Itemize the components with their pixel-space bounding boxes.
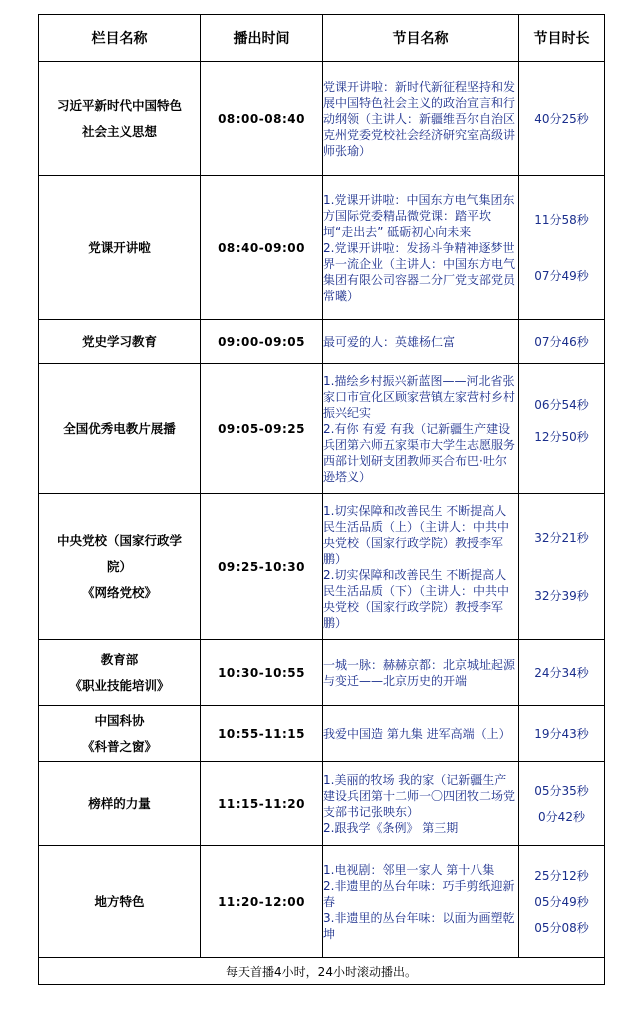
header-duration: 节目时长 <box>519 15 605 62</box>
program-entry: 3.非遗里的丛台年味：以面为画塑乾坤 <box>323 910 515 941</box>
table-row <box>39 762 605 846</box>
column-name: 地方特色 <box>94 893 145 909</box>
column-name: 院） <box>106 558 132 574</box>
airtime: 09:00-09:05 <box>201 320 323 364</box>
duration: 11分58秒 <box>534 212 589 227</box>
program-entry: 2.有你 有爱 有我（记新疆生产建设兵团第六师五家渠市大学生志愿服务西部计划研支团教师买合布巴·吐尔逊塔义） <box>323 421 516 484</box>
program-cell <box>323 320 519 364</box>
duration-cell <box>519 176 605 320</box>
duration: 24分34秒 <box>534 665 589 680</box>
duration: 40分25秒 <box>534 111 589 126</box>
column-name-cell <box>39 640 201 706</box>
duration: 05分49秒 <box>534 894 589 909</box>
column-name-cell <box>39 320 201 364</box>
column-name: 党史学习教育 <box>81 333 157 349</box>
column-name-cell <box>39 62 201 176</box>
program-entry: 2.非遗里的丛台年味：巧手剪纸迎新春 <box>323 878 515 909</box>
program-entry: 我爱中国造 第九集 进军高端（上） <box>323 726 511 741</box>
table-row <box>39 494 605 640</box>
table-row <box>39 706 605 762</box>
header-row <box>39 15 605 62</box>
column-name: 中国科协 <box>94 712 145 728</box>
column-name: 《网络党校》 <box>81 584 157 600</box>
table-row <box>39 62 605 176</box>
table-row <box>39 640 605 706</box>
program-entry: 1.切实保障和改善民生 不断提高人民生活品质（上）（主讲人：中共中央党校（国家行政学院）教授李军鹏） <box>323 503 510 566</box>
column-name: 全国优秀电教片展播 <box>63 420 176 436</box>
program-cell <box>323 846 519 958</box>
column-name: 社会主义思想 <box>81 123 157 139</box>
duration: 05分08秒 <box>534 920 589 935</box>
column-name-cell <box>39 364 201 494</box>
program-entry: 最可爱的人：英雄杨仁富 <box>323 334 456 349</box>
column-name: 榜样的力量 <box>88 795 151 811</box>
duration-cell <box>519 640 605 706</box>
program-entry: 2.切实保障和改善民生 不断提高人民生活品质（下）（主讲人：中共中央党校（国家行政学院）教授李军鹏） <box>323 567 510 630</box>
duration: 05分35秒 <box>534 783 589 798</box>
column-name: 习近平新时代中国特色 <box>56 97 182 113</box>
schedule-table <box>38 14 605 985</box>
airtime: 10:30-10:55 <box>201 640 323 706</box>
program-entry: 一城一脉：赫赫京都：北京城址起源与变迁——北京历史的开端 <box>323 657 516 688</box>
airtime: 09:05-09:25 <box>201 364 323 494</box>
duration-cell <box>519 706 605 762</box>
column-name-cell <box>39 494 201 640</box>
duration-cell <box>519 62 605 176</box>
duration: 25分12秒 <box>534 868 589 883</box>
program-cell <box>323 706 519 762</box>
header-column-name: 栏目名称 <box>39 15 201 62</box>
program-entry: 1.党课开讲啦：中国东方电气集团东方国际党委精品微党课：踏平坎坷“走出去” 砥砺初心向未来 <box>323 192 515 239</box>
duration: 07分49秒 <box>534 268 589 283</box>
program-entry: 1.电视剧：邻里一家人 第十八集 <box>323 862 495 877</box>
table-row <box>39 846 605 958</box>
duration: 32分39秒 <box>534 588 589 603</box>
footer-note: 每天首播4小时，24小时滚动播出。 <box>39 958 605 985</box>
program-entry: 党课开讲啦：新时代新征程坚持和发展中国特色社会主义的政治宣言和行动纲领（主讲人：新疆维吾尔自治区克州党委党校社会经济研究室高级讲师张瑜） <box>323 79 516 158</box>
column-name-cell <box>39 762 201 846</box>
column-name: 党课开讲啦 <box>88 239 151 255</box>
program-entry: 2.跟我学《条例》 第三期 <box>323 820 459 835</box>
program-cell <box>323 494 519 640</box>
program-entry: 1.描绘乡村振兴新蓝图——河北省张家口市宣化区顾家营镇左家营村乡村振兴纪实 <box>323 373 516 420</box>
footer-row <box>39 958 605 985</box>
column-name: 中央党校（国家行政学 <box>56 532 182 548</box>
column-name-cell <box>39 706 201 762</box>
table-row <box>39 176 605 320</box>
program-cell <box>323 364 519 494</box>
program-cell <box>323 62 519 176</box>
header-program-name: 节目名称 <box>323 15 519 62</box>
duration-cell <box>519 320 605 364</box>
header-airtime: 播出时间 <box>201 15 323 62</box>
column-name-cell <box>39 176 201 320</box>
duration: 0分42秒 <box>538 809 585 824</box>
airtime: 10:55-11:15 <box>201 706 323 762</box>
program-entry: 2.党课开讲啦：发扬斗争精神逐梦世界一流企业（主讲人：中国东方电气集团有限公司容器二分厂党支部党员常曦） <box>323 240 516 303</box>
airtime: 11:15-11:20 <box>201 762 323 846</box>
program-cell <box>323 176 519 320</box>
airtime: 09:25-10:30 <box>201 494 323 640</box>
column-name-cell <box>39 846 201 958</box>
column-name: 《职业技能培训》 <box>69 677 170 693</box>
duration-cell <box>519 364 605 494</box>
airtime: 08:40-09:00 <box>201 176 323 320</box>
program-entry: 1.美丽的牧场 我的家（记新疆生产建设兵团第十二师一〇四团牧二场党支部书记张映东） <box>323 772 516 819</box>
duration: 19分43秒 <box>534 726 589 741</box>
duration-cell <box>519 494 605 640</box>
duration-cell <box>519 762 605 846</box>
duration-cell <box>519 846 605 958</box>
program-cell <box>323 640 519 706</box>
column-name: 《科普之窗》 <box>81 738 157 754</box>
column-name: 教育部 <box>100 651 139 667</box>
table-row <box>39 364 605 494</box>
table-row <box>39 320 605 364</box>
airtime: 11:20-12:00 <box>201 846 323 958</box>
duration: 12分50秒 <box>534 429 589 444</box>
duration: 32分21秒 <box>534 530 589 545</box>
duration: 06分54秒 <box>534 397 589 412</box>
duration: 07分46秒 <box>534 334 589 349</box>
program-cell <box>323 762 519 846</box>
airtime: 08:00-08:40 <box>201 62 323 176</box>
